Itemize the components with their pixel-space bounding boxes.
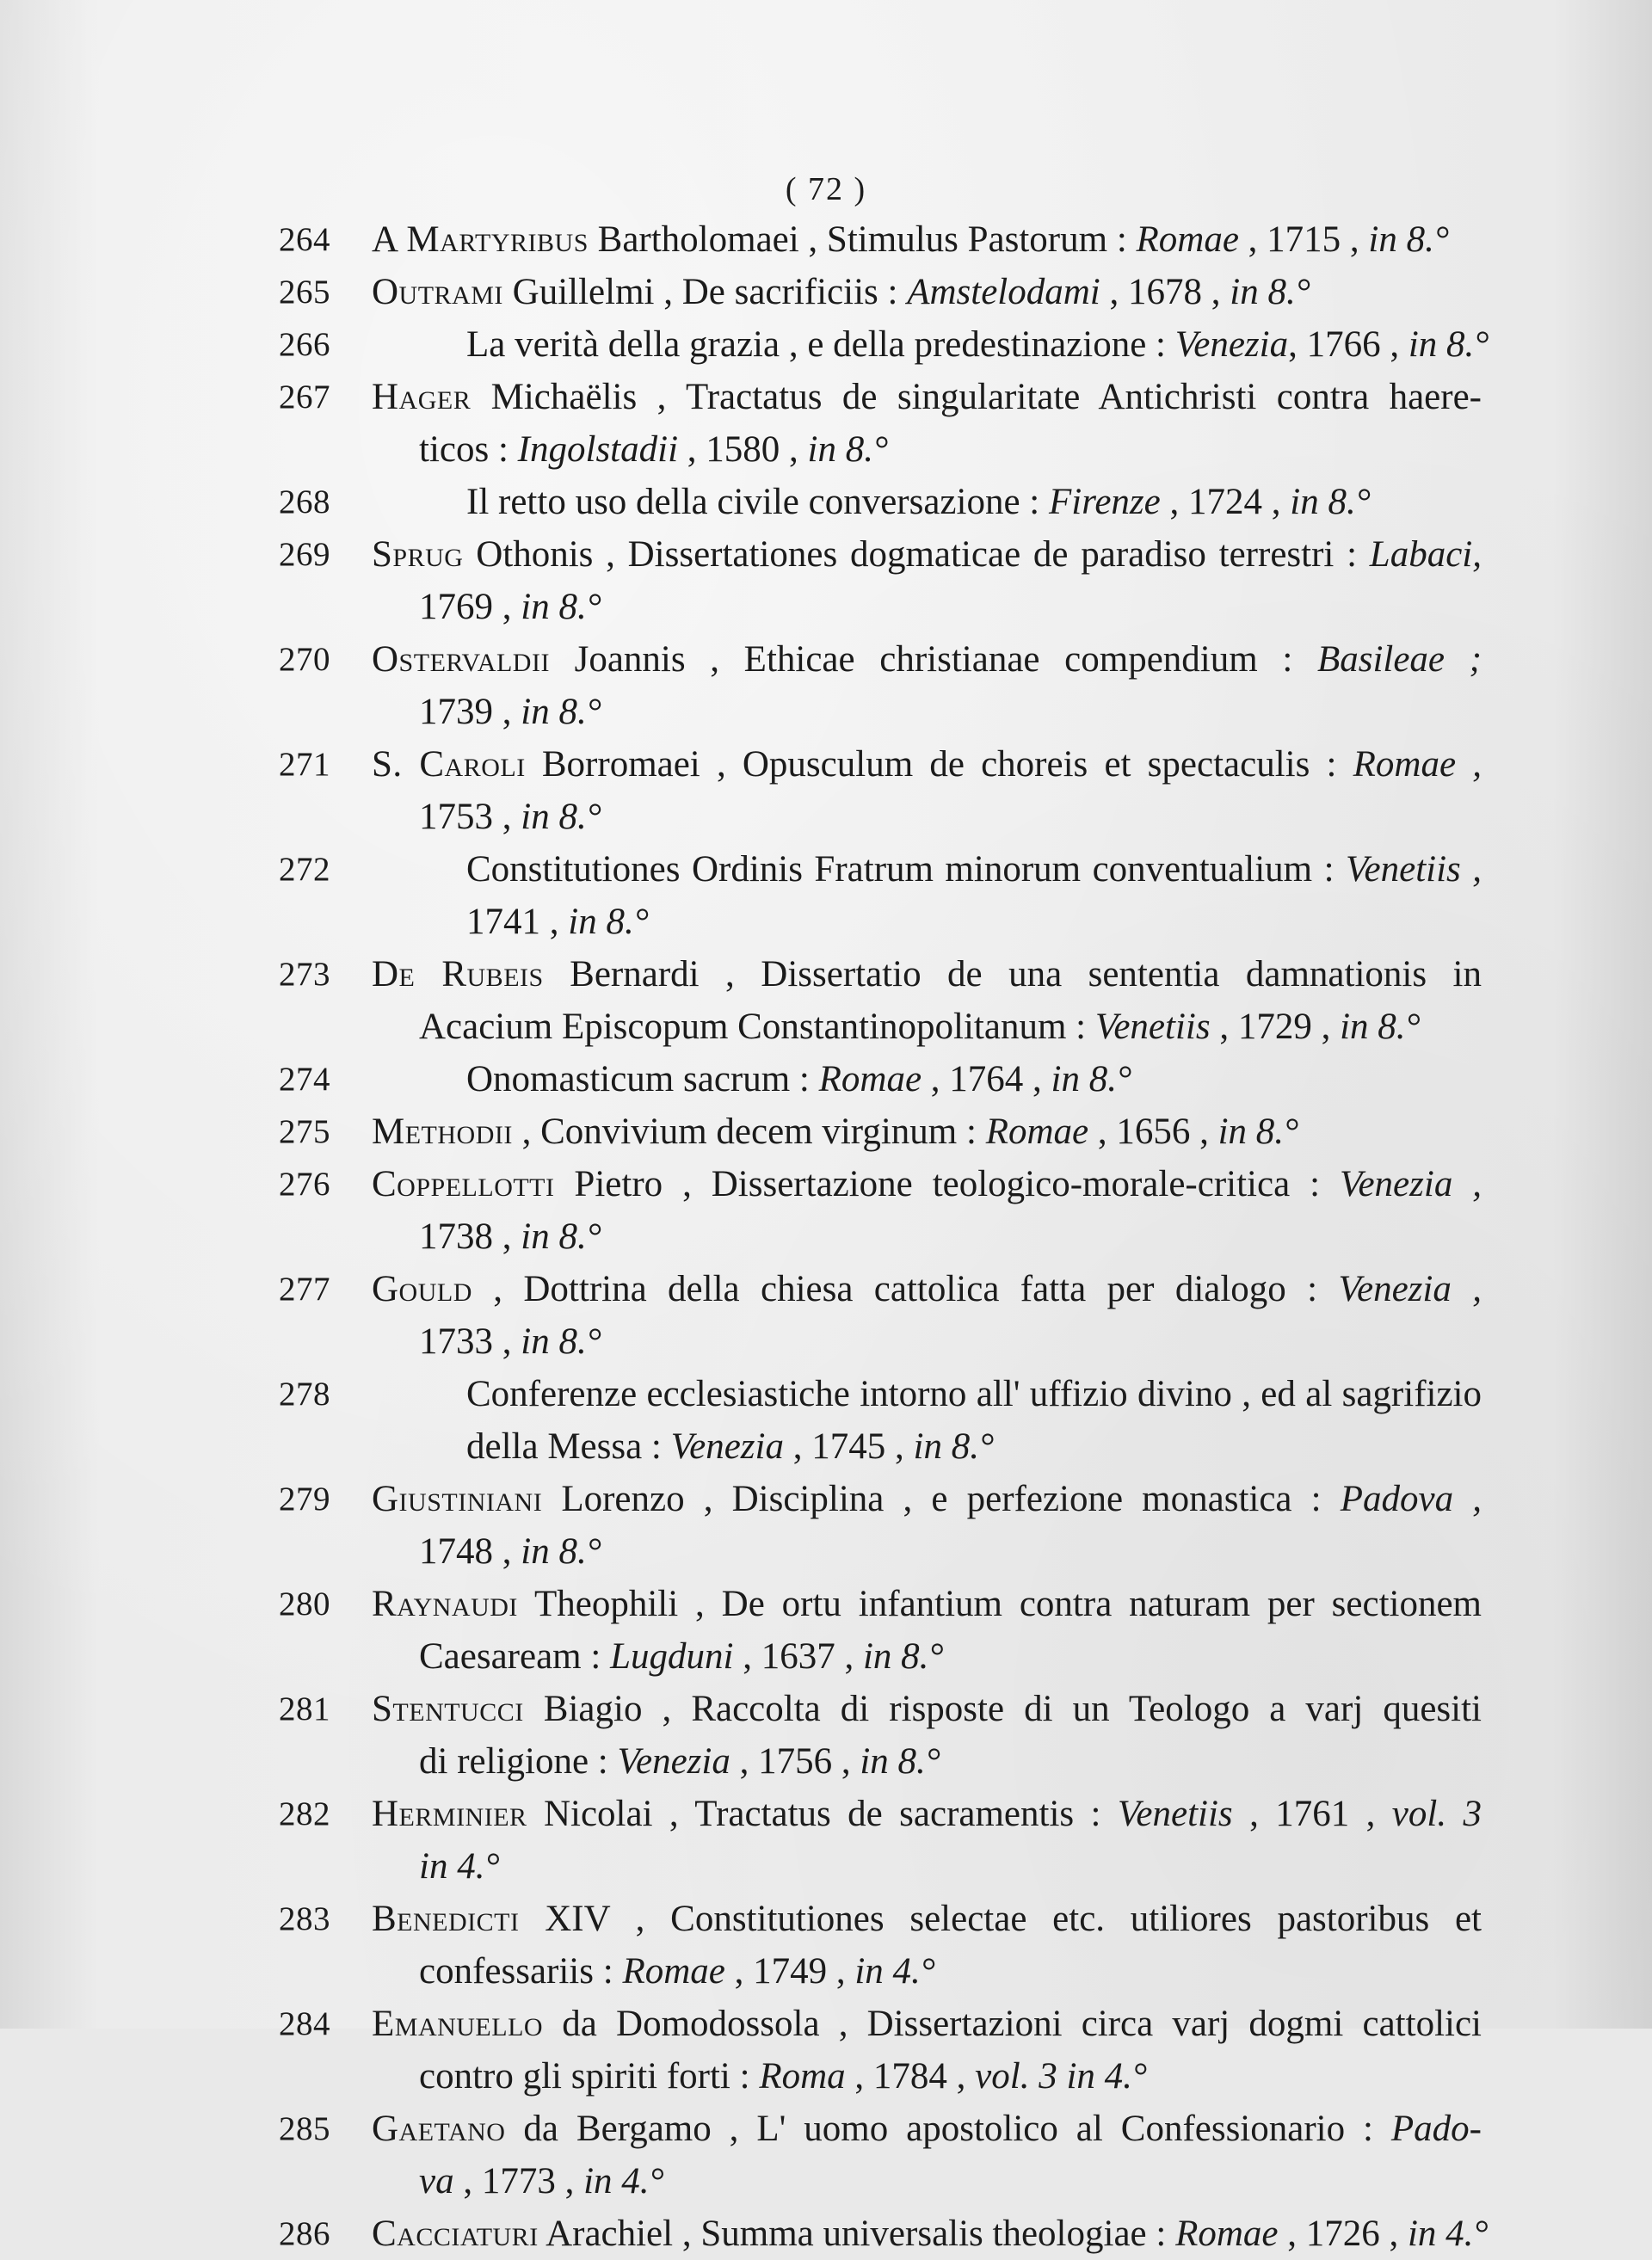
entry-date: , 1773 , bbox=[453, 2161, 584, 2201]
entry-line bbox=[372, 1315, 1482, 1368]
entry-text: Onomasticum sacrum : bbox=[466, 1059, 819, 1099]
entry-number: 266 bbox=[279, 326, 330, 363]
entry-author: Benedicti bbox=[372, 1899, 520, 1939]
entry-author: De Rubeis bbox=[372, 954, 544, 995]
entry-line bbox=[372, 633, 1482, 686]
page-number: ( 72 ) bbox=[785, 171, 867, 207]
entry-line bbox=[372, 1630, 1482, 1683]
entry-number: 285 bbox=[279, 2110, 330, 2147]
catalogue-entry bbox=[279, 1263, 1482, 1368]
entry-author: Herminier bbox=[372, 1794, 527, 1834]
entry-place: Lugduni bbox=[610, 1636, 734, 1677]
entry-line bbox=[372, 1158, 1482, 1210]
entry-date: , 1745 , bbox=[784, 1426, 914, 1467]
entry-format: in 8.° bbox=[860, 1741, 940, 1782]
entry-text: La verità della grazia , e della predestinazione : bbox=[466, 324, 1175, 365]
entry-author: S. Caroli bbox=[372, 744, 526, 785]
entry-format: vol. 3 bbox=[1391, 1794, 1482, 1834]
entry-date: , 1726 , bbox=[1278, 2214, 1408, 2254]
entry-text: contro gli spiriti forti : bbox=[419, 2056, 760, 2097]
entry-format: in 8.° bbox=[521, 587, 601, 627]
entry-number: 274 bbox=[279, 1061, 330, 1098]
entry-text: Il retto uso della civile conversazione : bbox=[466, 482, 1049, 522]
entry-text: 1733 , bbox=[419, 1321, 521, 1362]
catalogue-entries bbox=[279, 213, 1489, 2260]
entry-line bbox=[372, 371, 1482, 423]
entry-format: in 8.° bbox=[1051, 1059, 1132, 1099]
entry-date: , 1761 , bbox=[1232, 1794, 1392, 1834]
entry-number: 277 bbox=[279, 1271, 330, 1308]
catalogue-entry bbox=[279, 371, 1482, 476]
entry-author: Ostervaldii bbox=[372, 639, 550, 680]
entry-format: in 8.° bbox=[913, 1426, 995, 1467]
entry-format: in 8.° bbox=[521, 692, 601, 732]
catalogue-entry bbox=[279, 2208, 1489, 2260]
entry-number: 272 bbox=[279, 851, 330, 888]
catalogue-entry bbox=[279, 1053, 1482, 1105]
entry-text: 1753 , bbox=[419, 797, 521, 837]
entry-date: , 1656 , bbox=[1088, 1112, 1218, 1152]
entry-date: , 1637 , bbox=[733, 1636, 863, 1677]
entry-line bbox=[372, 1735, 1482, 1788]
entry-line bbox=[372, 1420, 1482, 1473]
entry-text: 1741 , bbox=[466, 902, 569, 942]
entry-line bbox=[372, 1578, 1482, 1630]
entry-line bbox=[372, 948, 1482, 1001]
entry-line bbox=[372, 1053, 1482, 1105]
entry-format: in 4.° bbox=[583, 2161, 664, 2201]
catalogue-entry bbox=[279, 266, 1482, 318]
entry-place: Romae bbox=[985, 1112, 1089, 1152]
entry-place: Venetiis bbox=[1094, 1007, 1211, 1047]
entry-line bbox=[372, 738, 1482, 791]
entry-author: Emanuello bbox=[372, 2004, 544, 2044]
entry-author: Outrami bbox=[372, 272, 503, 312]
entry-date: , 1715 , bbox=[1238, 219, 1369, 260]
entry-line bbox=[372, 1998, 1482, 2050]
entry-text: XIV , Constitutiones selectae etc. utiliores pastoribus et bbox=[519, 1899, 1482, 1939]
entry-place: Romae bbox=[818, 1059, 922, 1099]
entry-line bbox=[372, 843, 1482, 896]
entry-place: Padova , bbox=[1340, 1479, 1482, 1519]
entry-date: , 1749 , bbox=[724, 1951, 855, 1992]
entry-format: in 8.° bbox=[521, 1216, 601, 1257]
entry-author: Giustiniani bbox=[372, 1479, 543, 1519]
entry-format: in 4.° bbox=[419, 1846, 500, 1887]
entry-line bbox=[372, 1105, 1482, 1158]
entry-number: 278 bbox=[279, 1376, 330, 1413]
entry-number: 271 bbox=[279, 746, 330, 783]
entry-format: in 8.° bbox=[1408, 324, 1489, 365]
entry-line bbox=[372, 318, 1489, 371]
entry-place: Romae , bbox=[1353, 744, 1482, 785]
entry-author: Coppellotti bbox=[372, 1164, 555, 1204]
entry-author: Stentucci bbox=[372, 1689, 524, 1729]
entry-text: 1738 , bbox=[419, 1216, 521, 1257]
entry-line bbox=[372, 2050, 1482, 2103]
entry-format: vol. 3 in 4.° bbox=[975, 2056, 1148, 2097]
catalogue-entry bbox=[279, 1683, 1482, 1788]
entry-number: 283 bbox=[279, 1900, 330, 1937]
entry-number: 275 bbox=[279, 1113, 330, 1150]
entry-text: da Bergamo , L' uomo apostolico al Confessionario : bbox=[505, 2109, 1391, 2149]
catalogue-entry bbox=[279, 633, 1482, 738]
entry-line bbox=[372, 1840, 1482, 1893]
entry-text: Caesaream : bbox=[419, 1636, 611, 1677]
entry-author: Methodii bbox=[372, 1112, 513, 1152]
entry-place: Basileae ; bbox=[1316, 639, 1482, 680]
entry-text: Nicolai , Tractatus de sacramentis : bbox=[527, 1794, 1118, 1834]
entry-format: in 8.° bbox=[1217, 1112, 1299, 1152]
entry-line bbox=[372, 2103, 1482, 2155]
entry-format: in 8.° bbox=[1368, 219, 1450, 260]
entry-line bbox=[372, 476, 1482, 528]
catalogue-entry bbox=[279, 1998, 1482, 2103]
entry-format: in 8.° bbox=[521, 797, 601, 837]
entry-number: 265 bbox=[279, 274, 330, 311]
entry-text: di religione : bbox=[419, 1741, 618, 1782]
catalogue-entry bbox=[279, 1473, 1482, 1578]
entry-line bbox=[372, 1368, 1482, 1420]
entry-text: Theophili , De ortu infantium contra naturam per sectionem bbox=[517, 1584, 1482, 1624]
entry-number: 264 bbox=[279, 221, 330, 258]
entry-format: in 8.° bbox=[521, 1321, 601, 1362]
entry-text: 1769 , bbox=[419, 587, 521, 627]
entry-date: , 1766 , bbox=[1288, 324, 1409, 365]
entry-number: 284 bbox=[279, 2005, 330, 2042]
entry-line bbox=[372, 896, 1482, 948]
entry-place: Venezia , bbox=[1339, 1164, 1482, 1204]
entry-number: 281 bbox=[279, 1690, 330, 1727]
catalogue-entry bbox=[279, 1368, 1482, 1473]
entry-text: Constitutiones Ordinis Fratrum minorum conventualium : bbox=[466, 849, 1347, 890]
entry-text: Borromaei , Opusculum de choreis et spectaculis : bbox=[525, 744, 1353, 785]
entry-place: Roma bbox=[759, 2056, 846, 2097]
entry-format: in 8.° bbox=[1340, 1007, 1421, 1047]
entry-place: Romae bbox=[1175, 2214, 1279, 2254]
entry-text: Michaëlis , Tractatus de singularitate Antichristi contra haere- bbox=[471, 377, 1482, 417]
entry-number: 269 bbox=[279, 536, 330, 573]
catalogue-entry bbox=[279, 948, 1482, 1053]
entry-line bbox=[372, 213, 1482, 266]
entry-author: Sprug bbox=[372, 534, 464, 575]
catalogue-entry bbox=[279, 2103, 1482, 2208]
catalogue-entry bbox=[279, 1893, 1482, 1998]
entry-date: , 1580 , bbox=[678, 429, 808, 470]
entry-format: in 8.° bbox=[568, 902, 649, 942]
catalogue-entry bbox=[279, 1578, 1482, 1683]
entry-line bbox=[372, 1893, 1482, 1945]
entry-place: Firenze bbox=[1049, 482, 1161, 522]
entry-text: Lorenzo , Disciplina , e perfezione monastica : bbox=[542, 1479, 1341, 1519]
entry-number: 276 bbox=[279, 1166, 330, 1203]
entry-number: 268 bbox=[279, 483, 330, 520]
entry-text: 1739 , bbox=[419, 692, 521, 732]
entry-number: 279 bbox=[279, 1481, 330, 1518]
entry-format: in 4.° bbox=[854, 1951, 935, 1992]
entry-number: 286 bbox=[279, 2215, 330, 2252]
entry-number: 273 bbox=[279, 956, 330, 993]
entry-number: 280 bbox=[279, 1586, 330, 1623]
entry-text: Conferenze ecclesiastiche intorno all' uffizio divino , ed al sagrifizio bbox=[466, 1374, 1482, 1414]
catalogue-entry bbox=[279, 1105, 1482, 1158]
entry-date: , 1764 , bbox=[922, 1059, 1051, 1099]
catalogue-entry bbox=[279, 1158, 1482, 1263]
entry-place: Venetiis bbox=[1117, 1794, 1233, 1834]
entry-line bbox=[372, 528, 1482, 581]
entry-place: Ingolstadii bbox=[517, 429, 679, 470]
entry-place: Pado- bbox=[1390, 2109, 1482, 2149]
entry-place: Venetiis , bbox=[1346, 849, 1482, 890]
entry-number: 282 bbox=[279, 1795, 330, 1832]
catalogue-entry bbox=[279, 1788, 1482, 1893]
entry-text: della Messa : bbox=[466, 1426, 671, 1467]
entry-author: Raynaudi bbox=[372, 1584, 518, 1624]
entry-place: Romae bbox=[622, 1951, 725, 1992]
catalogue-entry bbox=[279, 738, 1482, 843]
entry-number: 267 bbox=[279, 379, 330, 416]
entry-text: Othonis , Dissertationes dogmaticae de paradiso terrestri : bbox=[463, 534, 1370, 575]
entry-place: Venezia bbox=[670, 1426, 784, 1467]
entry-place: Romae bbox=[1136, 219, 1239, 260]
entry-text: confessariis : bbox=[419, 1951, 623, 1992]
entry-date: , 1724 , bbox=[1160, 482, 1291, 522]
entry-line bbox=[372, 1525, 1482, 1578]
entry-line bbox=[372, 686, 1482, 738]
entry-text: da Domodossola , Dissertazioni circa varj dogmi cattolici bbox=[543, 2004, 1482, 2044]
entry-place: Amstelodami bbox=[907, 272, 1100, 312]
entry-date: , 1784 , bbox=[845, 2056, 976, 2097]
entry-number: 270 bbox=[279, 641, 330, 678]
entry-format: in 8.° bbox=[807, 429, 889, 470]
catalogue-entry bbox=[279, 476, 1482, 528]
entry-place: Venezia , bbox=[1338, 1269, 1482, 1309]
entry-format: in 8.° bbox=[1290, 482, 1371, 522]
entry-author: Cacciaturi bbox=[372, 2214, 539, 2254]
entry-text: , Dottrina della chiesa cattolica fatta per dialogo : bbox=[472, 1269, 1339, 1309]
entry-line bbox=[372, 1683, 1482, 1735]
entry-text: Joannis , Ethicae christianae compendium : bbox=[549, 639, 1317, 680]
entry-line bbox=[372, 1945, 1482, 1998]
entry-text: Pietro , Dissertazione teologico-morale-critica : bbox=[554, 1164, 1340, 1204]
entry-line bbox=[372, 1263, 1482, 1315]
catalogue-entry bbox=[279, 213, 1482, 266]
entry-text: Bernardi , Dissertatio de una sententia damnationis in bbox=[543, 954, 1482, 995]
entry-line bbox=[372, 1473, 1482, 1525]
entry-line bbox=[372, 1001, 1482, 1053]
entry-author: A Martyribus bbox=[372, 219, 589, 260]
entry-date: , 1678 , bbox=[1100, 272, 1230, 312]
entry-format: in 4.° bbox=[1407, 2214, 1489, 2254]
entry-text: Guillelmi , De sacrificiis : bbox=[502, 272, 908, 312]
catalogue-entry bbox=[279, 528, 1482, 633]
entry-place: va bbox=[419, 2161, 454, 2201]
entry-text: , Convivium decem virginum : bbox=[512, 1112, 986, 1152]
catalogue-entry bbox=[279, 318, 1489, 371]
entry-author: Gaetano bbox=[372, 2109, 506, 2149]
entry-text: Acacium Episcopum Constantinopolitanum : bbox=[419, 1007, 1095, 1047]
entry-line bbox=[372, 581, 1482, 633]
entry-author: Hager bbox=[372, 377, 472, 417]
entry-place: Labaci, bbox=[1369, 534, 1482, 575]
entry-text: Bartholomaei , Stimulus Pastorum : bbox=[588, 219, 1137, 260]
entry-date: , 1756 , bbox=[730, 1741, 860, 1782]
entry-line bbox=[372, 266, 1482, 318]
entry-text: ticos : bbox=[419, 429, 518, 470]
entry-line bbox=[372, 2208, 1489, 2260]
catalogue-entry bbox=[279, 843, 1482, 948]
entry-place: Venezia bbox=[1174, 324, 1289, 365]
entry-line bbox=[372, 791, 1482, 843]
entry-text: 1748 , bbox=[419, 1531, 521, 1572]
entry-line bbox=[372, 1210, 1482, 1263]
entry-text: Biagio , Raccolta di risposte di un Teologo a varj quesiti bbox=[523, 1689, 1482, 1729]
entry-place: Venezia bbox=[617, 1741, 730, 1782]
entry-line bbox=[372, 2155, 1482, 2208]
entry-date: , 1729 , bbox=[1210, 1007, 1341, 1047]
entry-line bbox=[372, 1788, 1482, 1840]
entry-line bbox=[372, 423, 1482, 476]
entry-format: in 8.° bbox=[1230, 272, 1310, 312]
entry-author: Gould bbox=[372, 1269, 472, 1309]
entry-format: in 8.° bbox=[521, 1531, 601, 1572]
entry-format: in 8.° bbox=[862, 1636, 944, 1677]
entry-text: Arachiel , Summa universalis theologiae : bbox=[538, 2214, 1176, 2254]
